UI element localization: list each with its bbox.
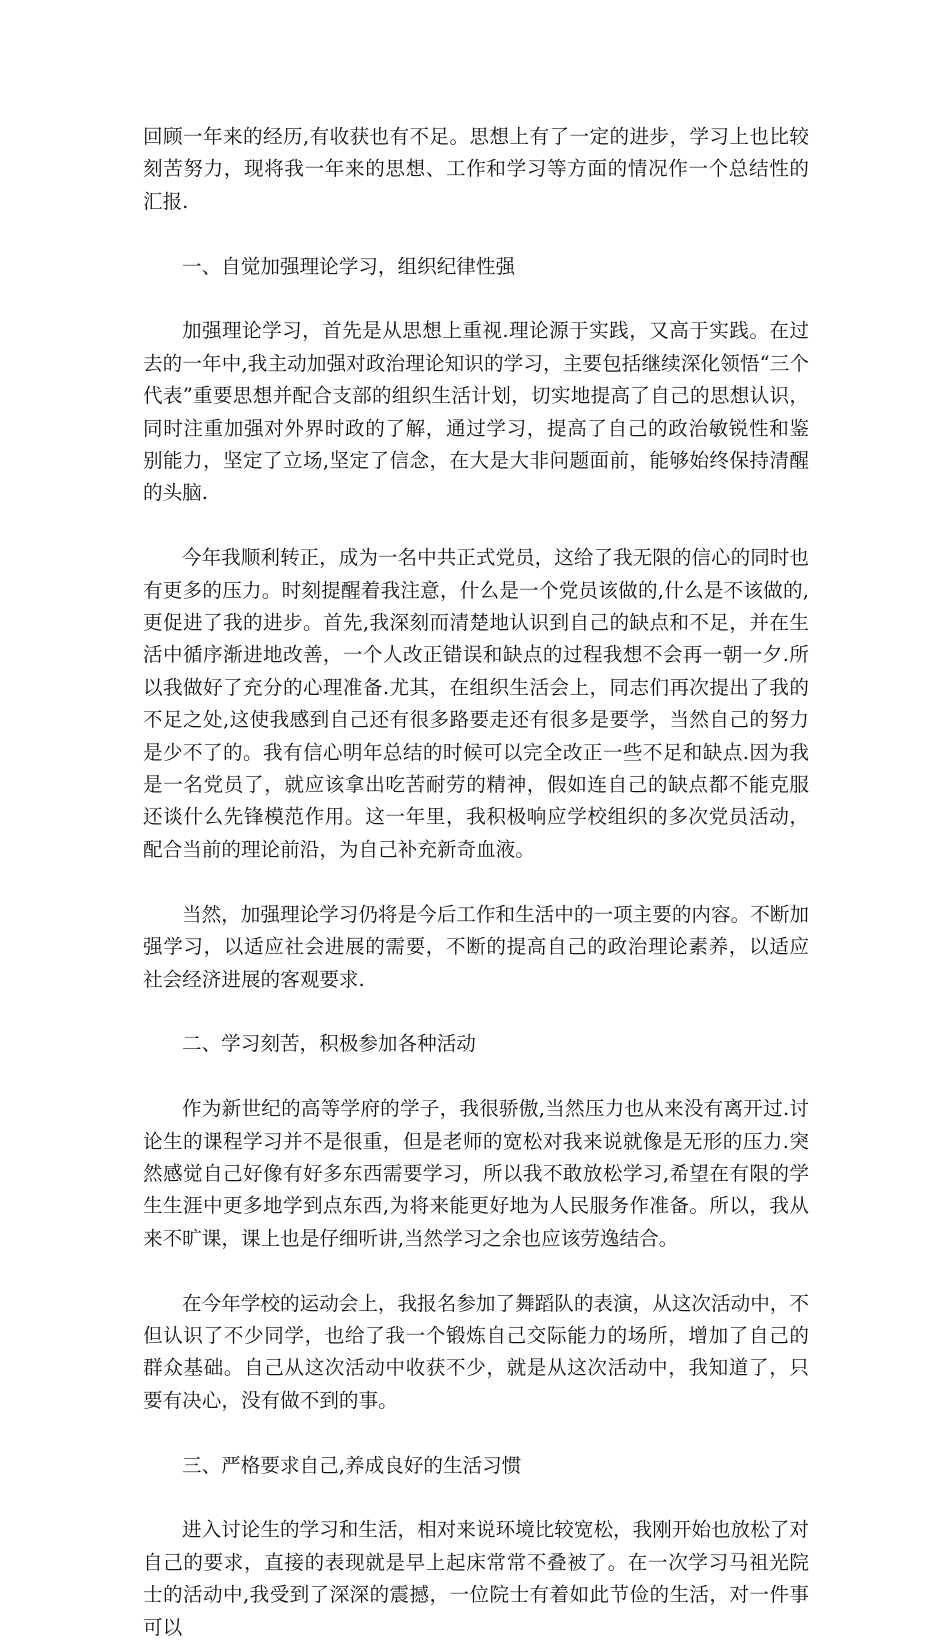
paragraph-gap xyxy=(143,996,809,1028)
paragraph-gap xyxy=(143,1482,809,1514)
section-heading-1: 一、自觉加强理论学习，组织纪律性强 xyxy=(182,254,516,278)
paragraph-gap xyxy=(143,866,809,898)
paragraph-party-member: 今年我顺利转正，成为一名中共正式党员，这给了我无限的信心的同时也有更多的压力。时刻提醒着我注意，什么是一个党员该做的,什么是不该做的,更促进了我的进步。首先,我深刻而清楚地认识到自己的缺点和不足，并在生活中循序渐进地改善，一个人改正错误和缺点的过程我想不会再一朝一夕.所以我做好了充分的心理准备.尤其，在组织生活会上，同志们再次提出了我的不足之处,这使我感到自己还有很多路要走还有很多是要学，当然自己的努力是少不了的。我有信心明年总结的时候可以完全改正一些不足和缺点.因为我是一名党员了，就应该拿出吃苦耐劳的精神，假如连自己的缺点都不能克服还谈什么先锋模范作用。这一年里，我积极响应学校组织的多次党员活动，配合当前的理论前沿，为自己补充新奇血液。 xyxy=(143,546,809,861)
paragraph-sports-meet: 在今年学校的运动会上，我报名参加了舞蹈队的表演，从这次活动中，不但认识了不少同学，也给了我一个锻炼自己交际能力的场所，增加了自己的群众基础。自己从这次活动中收获不少，就是从这次活动中，我知道了，只要有决心，没有做不到的事。 xyxy=(143,1291,809,1412)
paragraph-theory-study: 加强理论学习，首先是从思想上重视.理论源于实践，又高于实践。在过去的一年中,我主动加强对政治理论知识的学习，主要包括继续深化领悟“三个代表”重要思想并配合支部的组织生活计划，切实地提高了自己的思想认识，同时注重加强对外界时政的了解，通过学习，提高了自己的政治敏锐性和鉴别能力，坚定了立场,坚定了信念，在大是大非问题面前，能够始终保持清醒的头脑. xyxy=(143,319,809,505)
paragraph-life-habits: 进入讨论生的学习和生活，相对来说环境比较宽松，我刚开始也放松了对自己的要求，直接的表现就是早上起床常常不叠被了。在一次学习马祖光院士的活动中,我受到了深深的震撼，一位院士有着如此节俭的生活，对一件事可以 xyxy=(143,1518,809,1639)
paragraph-gap xyxy=(143,1255,809,1287)
section-heading-3: 三、严格要求自己,养成良好的生活习惯 xyxy=(182,1453,522,1477)
paragraph-gap xyxy=(143,510,809,542)
paragraph-intro: 回顾一年来的经历,有收获也有不足。思想上有了一定的进步，学习上也比较刻苦努力，现将我一年来的思想、工作和学习等方面的情况作一个总结性的汇报. xyxy=(143,125,809,213)
paragraph-gap xyxy=(143,218,809,250)
paragraph-continue-study: 当然，加强理论学习仍将是今后工作和生活中的一项主要的内容。不断加强学习，以适应社会进展的需要，不断的提高自己的政治理论素养，以适应社会经济进展的客观要求. xyxy=(143,902,809,991)
document-page xyxy=(143,121,809,1644)
paragraph-study-hard: 作为新世纪的高等学府的学子，我很骄傲,当然压力也从来没有离开过.讨论生的课程学习并不是很重，但是老师的宽松对我来说就像是无形的压力.突然感觉自己好像有好多东西需要学习，所以我不敢放松学习,希望在有限的学生生涯中更多地学到点东西,为将来能更好地为人民服务作准备。所以，我从来不旷课，课上也是仔细听讲,当然学习之余也应该劳逸结合。 xyxy=(143,1097,809,1250)
paragraph-gap xyxy=(143,1061,809,1093)
paragraph-gap xyxy=(143,283,809,315)
section-heading-2: 二、学习刻苦，积极参加各种活动 xyxy=(182,1032,476,1056)
paragraph-gap xyxy=(143,1417,809,1449)
